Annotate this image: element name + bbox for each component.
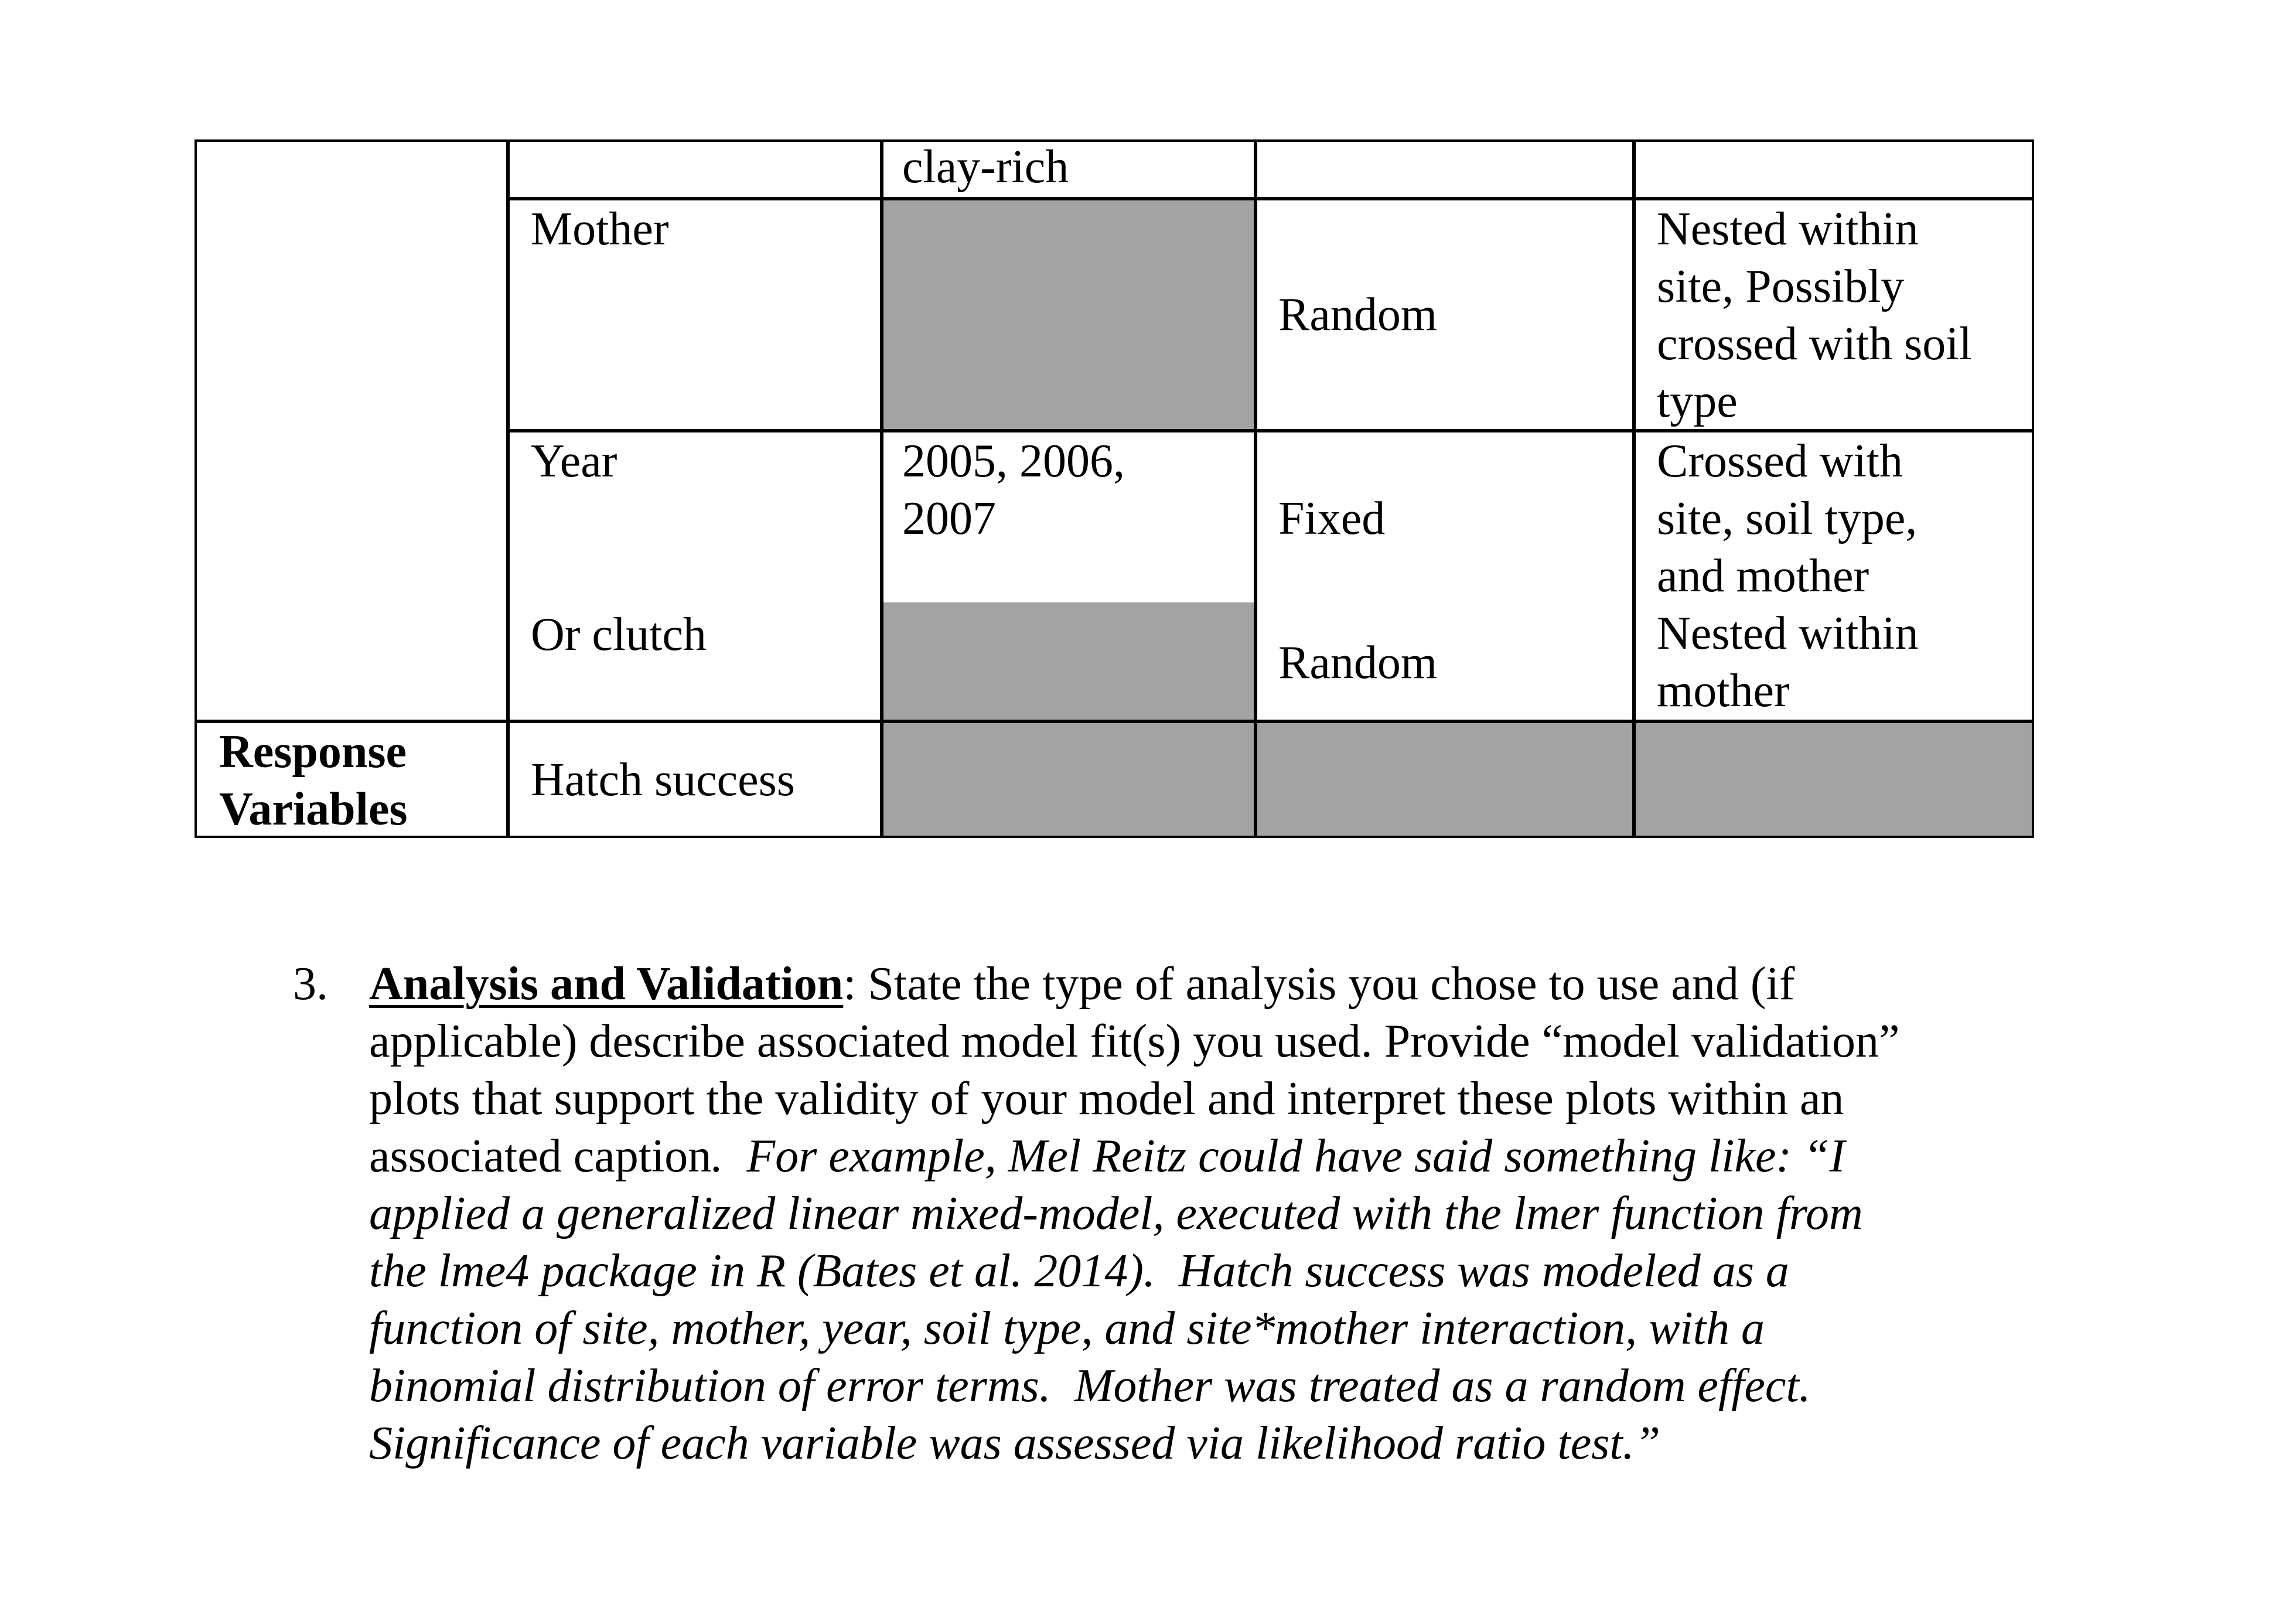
- mother-notes-line-4: type: [1657, 376, 1738, 427]
- year-effect-cell: [1255, 430, 1635, 722]
- year-notes-cell: [1633, 430, 2034, 722]
- clutch-notes-line-1: Nested within: [1657, 608, 1919, 659]
- year-notes-line-1: Crossed with: [1657, 435, 1903, 487]
- category-cell-empty: [195, 139, 509, 722]
- year-levels-line-2: 2007: [902, 493, 996, 544]
- soil-level-cell: [881, 139, 1256, 199]
- mother-level-shaded-cell: [881, 198, 1256, 431]
- year-level-cell: [881, 430, 1256, 722]
- response-category-line-1: Response: [219, 726, 407, 778]
- year-variable-cell: [507, 430, 882, 722]
- example-intro: For example, Mel Reitz could have said something like: “I: [723, 1130, 1845, 1182]
- mother-variable-cell: [507, 198, 882, 431]
- response-category-cell: [195, 721, 509, 838]
- year-notes-line-2: site, soil type,: [1657, 493, 1918, 544]
- example-line-1: applied a generalized linear mixed-model, executed with the lmer function from: [369, 1188, 1863, 1239]
- section-number: 3.: [293, 958, 328, 1010]
- year-effect-label: Fixed: [1278, 493, 1386, 544]
- section-line-4: [369, 1127, 1845, 1185]
- response-variable-label: Hatch success: [531, 754, 795, 806]
- clutch-level-shaded-area: [883, 602, 1254, 720]
- example-line-5: Significance of each variable was assessed via likelihood ratio test.”: [369, 1418, 1661, 1469]
- response-effect-shaded-cell: [1255, 721, 1635, 838]
- year-notes-line-3: and mother: [1657, 550, 1869, 602]
- response-variable-cell: [507, 721, 882, 838]
- example-line-3: function of site, mother, year, soil type, and site*mother interaction, with a: [369, 1303, 1765, 1354]
- response-level-shaded-cell: [881, 721, 1256, 838]
- mother-effect-cell: [1255, 198, 1635, 431]
- clutch-variable-label: Or clutch: [531, 609, 707, 660]
- mother-effect-label: Random: [1278, 289, 1438, 340]
- response-category-line-2: Variables: [219, 784, 408, 835]
- soil-notes-cell: [1633, 139, 2034, 199]
- example-line-4: binomial distribution of error terms. Mother was treated as a random effect.: [369, 1360, 1811, 1412]
- caption-text: associated caption: [369, 1130, 712, 1182]
- year-levels-line-1: 2005, 2006,: [902, 435, 1125, 487]
- soil-effect-cell: [1255, 139, 1635, 199]
- section-line-3: plots that support the validity of your model and interpret these plots within an: [369, 1073, 1844, 1125]
- mother-notes-line-2: site, Possibly: [1657, 261, 1905, 312]
- response-notes-shaded-cell: [1633, 721, 2034, 838]
- mother-variable-label: Mother: [531, 203, 669, 255]
- clutch-effect-label: Random: [1278, 637, 1438, 689]
- mother-notes-cell: [1633, 198, 2034, 431]
- clutch-notes-line-2: mother: [1657, 665, 1790, 717]
- year-variable-label: Year: [531, 435, 618, 487]
- mother-notes-line-1: Nested within: [1657, 203, 1919, 255]
- section-line-2: applicable) describe associated model fit(s) you used. Provide “model validation”: [369, 1016, 1900, 1067]
- soil-level-clay-rich: clay-rich: [902, 141, 1069, 193]
- caption-period: .: [711, 1130, 724, 1182]
- section-intro-text: : State the type of analysis you chose to use and (if: [843, 958, 1795, 1010]
- analysis-section: [0, 955, 2296, 1483]
- mother-notes-line-3: crossed with soil: [1657, 318, 1972, 370]
- soil-variable-cell: [507, 139, 882, 199]
- section-line-1: [369, 955, 1795, 1013]
- example-line-2: the lme4 package in R (Bates et al. 2014). Hatch success was modeled as a: [369, 1245, 1789, 1297]
- section-heading: Analysis and Validation: [369, 958, 844, 1010]
